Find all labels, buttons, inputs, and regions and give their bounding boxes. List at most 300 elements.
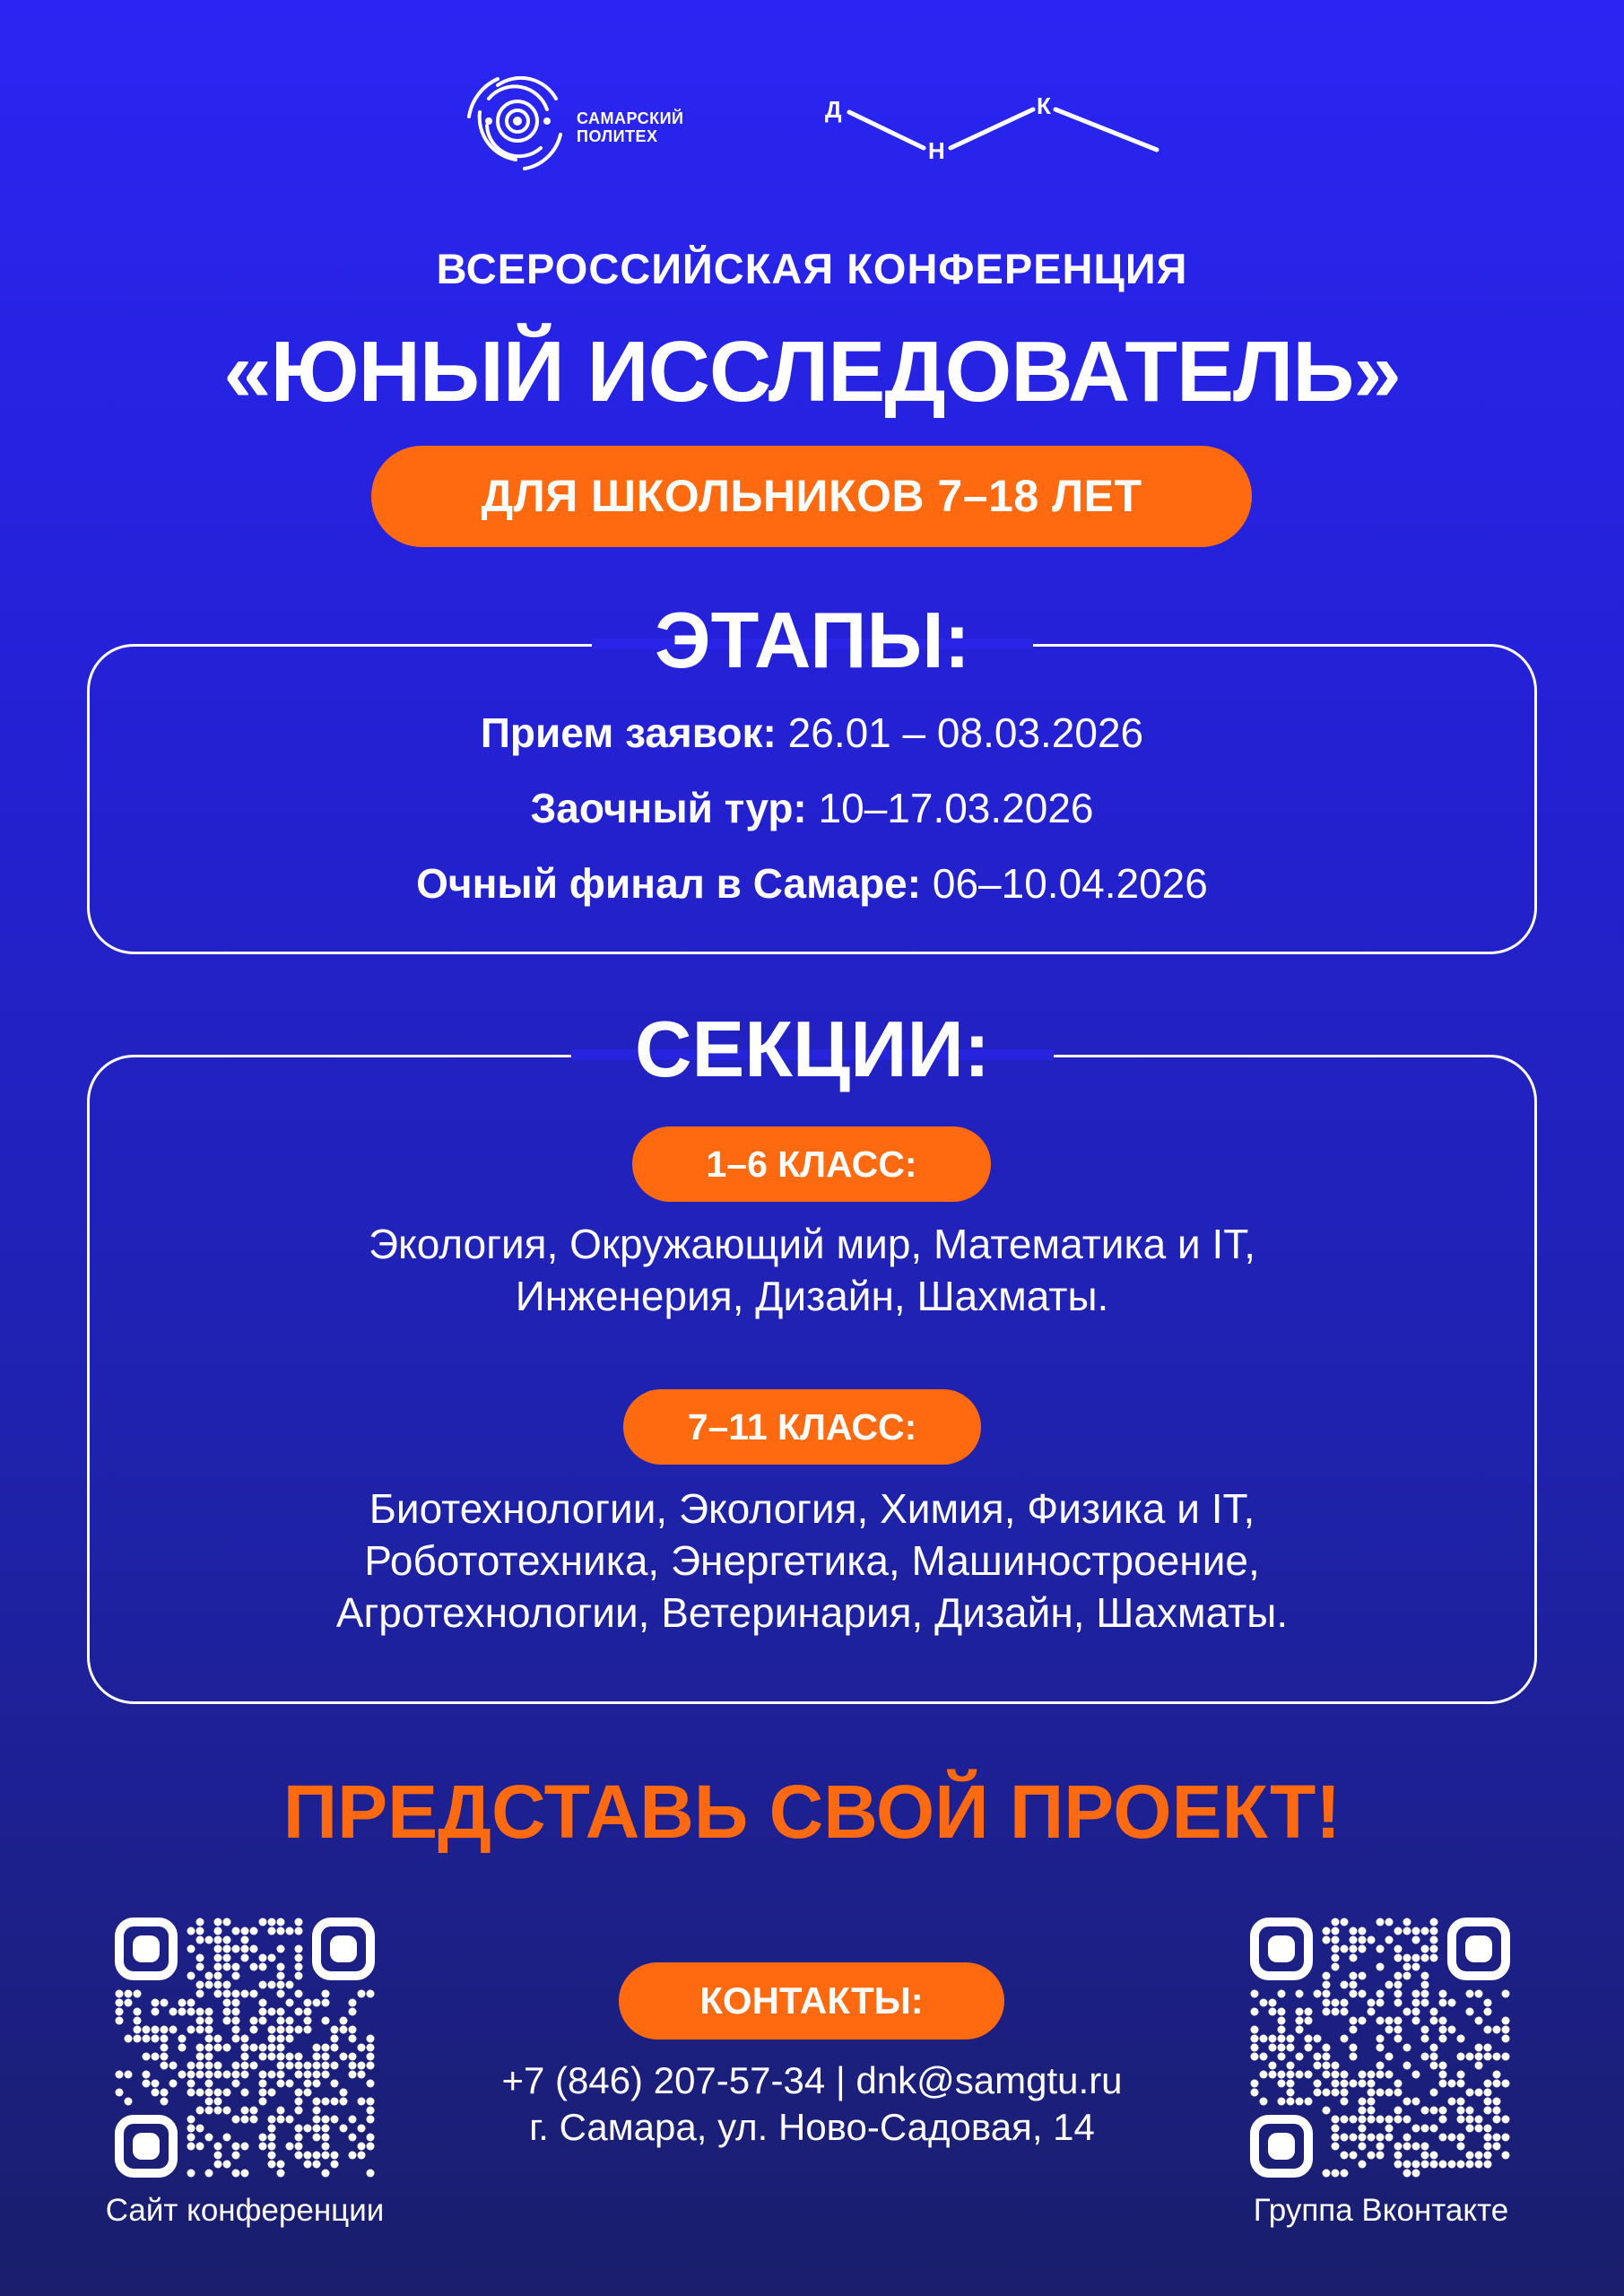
audience-badge: ДЛЯ ШКОЛЬНИКОВ 7–18 ЛЕТ xyxy=(371,446,1252,547)
qr-module xyxy=(1368,1936,1376,1944)
qr-module xyxy=(1430,2044,1438,2052)
qr-module xyxy=(1430,2017,1438,2025)
qr-module xyxy=(1278,2008,1286,2016)
qr-module xyxy=(1439,2026,1447,2034)
qr-module xyxy=(1332,1927,1340,1935)
qr-module xyxy=(1412,2008,1420,2016)
qr-module xyxy=(134,2008,142,2016)
qr-module xyxy=(277,1981,285,1989)
qr-module xyxy=(277,2017,285,2025)
qr-module xyxy=(277,2026,285,2034)
qr-module xyxy=(214,2044,222,2052)
qr-module xyxy=(277,1972,285,1980)
dnk-logo xyxy=(821,85,1179,175)
dnk-chain-icon xyxy=(821,85,1179,175)
qr-module xyxy=(304,1999,312,2007)
qr-module xyxy=(259,1918,267,1926)
qr-module xyxy=(1376,1990,1385,1998)
qr-module xyxy=(304,2152,312,2160)
qr-module xyxy=(1430,2008,1438,2016)
polytech-emblem-icon xyxy=(462,63,578,179)
qr-module xyxy=(196,2017,204,2025)
qr-module xyxy=(1332,2170,1340,2178)
qr-module xyxy=(1439,1999,1447,2007)
qr-module xyxy=(196,1936,204,1944)
qr-module xyxy=(259,1954,267,1962)
qr-module xyxy=(1323,1972,1331,1980)
qr-module xyxy=(1403,2161,1411,2169)
qr-module xyxy=(1287,2044,1295,2052)
qr-module xyxy=(1376,1918,1385,1926)
qr-module xyxy=(232,2170,240,2178)
qr-module xyxy=(286,2017,294,2025)
qr-module xyxy=(1412,1927,1420,1935)
qr-module xyxy=(205,2035,213,2043)
qr-module xyxy=(1251,1990,1259,1998)
qr-module xyxy=(1341,2008,1349,2016)
qr-module xyxy=(1260,1999,1268,2007)
qr-module xyxy=(277,2170,285,2178)
qr-module xyxy=(1421,2035,1429,2043)
qr-module xyxy=(214,1945,222,1953)
qr-module xyxy=(367,1990,375,1998)
qr-module xyxy=(1403,1927,1411,1935)
qr-module xyxy=(259,2044,267,2052)
qr-module xyxy=(250,1945,258,1953)
qr-module xyxy=(331,2044,339,2052)
qr-module xyxy=(125,1990,133,1998)
qr-module xyxy=(1466,2152,1474,2160)
qr-module xyxy=(1403,2170,1411,2178)
qr-module xyxy=(1448,1999,1456,2007)
sections-list-7-11 xyxy=(0,1483,1624,1639)
dnk-letter-d: Д xyxy=(825,96,842,123)
qr-module xyxy=(259,1981,267,1989)
qr-module xyxy=(196,2026,204,2034)
qr-module xyxy=(259,2008,267,2016)
qr-module xyxy=(1359,1990,1367,1998)
qr-module xyxy=(1448,2026,1456,2034)
qr-module xyxy=(250,1990,258,1998)
qr-module xyxy=(241,1936,249,1944)
qr-module xyxy=(1430,1945,1438,1953)
qr-module xyxy=(268,2044,276,2052)
qr-module xyxy=(1385,1981,1394,1989)
qr-module xyxy=(1350,2044,1358,2052)
qr-module xyxy=(259,1963,267,1971)
qr-module xyxy=(1412,1954,1420,1962)
qr-module xyxy=(268,1918,276,1926)
qr-module xyxy=(223,2044,231,2052)
qr-module xyxy=(196,1963,204,1971)
qr-module xyxy=(1412,2170,1420,2178)
qr-module xyxy=(295,2152,303,2160)
qr-module xyxy=(1305,2044,1313,2052)
qr-module xyxy=(196,2008,204,2016)
qr-module xyxy=(1332,1999,1340,2007)
qr-module xyxy=(268,2035,276,2043)
qr-module xyxy=(367,2035,375,2043)
qr-module xyxy=(1412,2017,1420,2025)
dnk-letter-n: Н xyxy=(928,137,945,164)
qr-module xyxy=(1296,2008,1304,2016)
qr-module xyxy=(1323,2008,1331,2016)
qr-module xyxy=(1421,2026,1429,2034)
contact-phone-email[interactable]: +7 (846) 207-57-34 | dnk@samgtu.ru xyxy=(501,2059,1123,2101)
qr-module xyxy=(277,1945,285,1953)
qr-module xyxy=(259,1999,267,2007)
qr-module xyxy=(1403,1954,1411,1962)
qr-module xyxy=(232,1990,240,1998)
qr-module xyxy=(223,1990,231,1998)
qr-module xyxy=(223,2017,231,2025)
qr-module xyxy=(1421,1972,1429,1980)
qr-module xyxy=(1323,1927,1331,1935)
qr-module xyxy=(1314,2035,1322,2043)
qr-module xyxy=(1260,2035,1268,2043)
qr-module xyxy=(1359,1945,1367,1953)
qr-module xyxy=(1493,2026,1501,2034)
qr-module xyxy=(1421,1981,1429,1989)
qr-module xyxy=(214,1927,222,1935)
qr-module xyxy=(1403,1963,1411,1971)
qr-module xyxy=(331,2152,339,2160)
qr-module xyxy=(295,1990,303,1998)
qr-module xyxy=(277,2044,285,2052)
qr-module xyxy=(313,2152,321,2160)
qr-module xyxy=(1341,1945,1349,1953)
qr-module xyxy=(295,1963,303,1971)
call-to-action: ПРЕДСТАВЬ СВОЙ ПРОЕКТ! xyxy=(282,1770,1342,1854)
qr-module xyxy=(1323,1936,1331,1944)
qr-module xyxy=(1394,1990,1403,1998)
qr-module xyxy=(1305,2035,1313,2043)
qr-module xyxy=(268,2026,276,2034)
qr-module xyxy=(1305,2008,1313,2016)
qr-module xyxy=(286,2026,294,2034)
qr-module xyxy=(1430,1918,1438,1926)
qr-module xyxy=(1466,2161,1474,2169)
qr-module xyxy=(1350,1927,1358,1935)
qr-module xyxy=(1323,1999,1331,2007)
qr-module xyxy=(1412,1963,1420,1971)
qr-module xyxy=(1421,1954,1429,1962)
qr-module xyxy=(1376,2152,1385,2160)
qr-module xyxy=(214,1936,222,1944)
qr-module xyxy=(196,1927,204,1935)
qr-module xyxy=(1412,1990,1420,1998)
qr-module xyxy=(322,1999,330,2007)
qr-module xyxy=(178,2008,187,2016)
qr-module xyxy=(295,2008,303,2016)
section-line: Агротехнологии, Ветеринария, Дизайн, Шахматы. xyxy=(335,1589,1289,1636)
qr-module xyxy=(214,2152,222,2160)
qr-module xyxy=(1394,1945,1403,1953)
qr-module xyxy=(1269,2035,1277,2043)
qr-module xyxy=(1251,2044,1259,2052)
qr-module xyxy=(1466,2008,1474,2016)
qr-module xyxy=(214,1954,222,1962)
qr-module xyxy=(1314,1990,1322,1998)
qr-module xyxy=(134,2017,142,2025)
qr-module xyxy=(1332,1936,1340,1944)
qr-module xyxy=(187,1999,195,2007)
qr-module xyxy=(1376,1963,1385,1971)
qr-module xyxy=(295,2026,303,2034)
qr-module xyxy=(1323,1981,1331,1989)
qr-module xyxy=(295,1954,303,1962)
qr-module xyxy=(1376,2017,1385,2025)
qr-module xyxy=(1359,1927,1367,1935)
qr-module xyxy=(367,2170,375,2178)
qr-module xyxy=(1421,2152,1429,2160)
qr-module xyxy=(1475,2017,1483,2025)
qr-module xyxy=(1394,2035,1403,2043)
qr-module xyxy=(232,2035,240,2043)
qr-module xyxy=(1341,1918,1349,1926)
qr-module xyxy=(322,1990,330,1998)
qr-module xyxy=(250,1963,258,1971)
qr-module xyxy=(1350,1936,1358,1944)
qr-module xyxy=(1484,1999,1492,2007)
qr-module xyxy=(1394,1972,1403,1980)
qr-module xyxy=(134,2035,142,2043)
qr-module xyxy=(331,2035,339,2043)
qr-finder-center xyxy=(1465,1935,1492,1962)
qr-module xyxy=(116,2008,124,2016)
qr-module xyxy=(340,2026,348,2034)
qr-module xyxy=(214,1918,222,1926)
qr-module xyxy=(286,1999,294,2007)
qr-module xyxy=(241,1990,249,1998)
qr-module xyxy=(232,1999,240,2007)
qr-module xyxy=(205,2026,213,2034)
qr-module xyxy=(1376,2035,1385,2043)
qr-module xyxy=(349,2035,357,2043)
qr-module xyxy=(178,1999,187,2007)
qr-module xyxy=(1278,2017,1286,2025)
qr-module xyxy=(268,1981,276,1989)
qr-module xyxy=(241,2170,249,2178)
qr-module xyxy=(1332,1954,1340,1962)
qr-module xyxy=(1376,2044,1385,2052)
qr-module xyxy=(1341,2035,1349,2043)
qr-module xyxy=(1484,2026,1492,2034)
qr-module xyxy=(125,1999,133,2007)
qr-module xyxy=(134,2026,142,2034)
qr-module xyxy=(1394,2017,1403,2025)
qr-module xyxy=(1412,2161,1420,2169)
qr-module xyxy=(349,2008,357,2016)
qr-module xyxy=(232,1963,240,1971)
qr-module xyxy=(286,1927,294,1935)
qr-module xyxy=(1350,2026,1358,2034)
qr-module xyxy=(358,1990,366,1998)
qr-module xyxy=(1350,2152,1358,2160)
qr-module xyxy=(223,1981,231,1989)
qr-module xyxy=(1359,1972,1367,1980)
qr-module xyxy=(322,2017,330,2025)
qr-module xyxy=(340,2017,348,2025)
qr-module xyxy=(223,2161,231,2169)
qr-module xyxy=(1430,2152,1438,2160)
qr-module xyxy=(1332,1918,1340,1926)
qr-module xyxy=(1403,2044,1411,2052)
qr-module xyxy=(1421,2161,1429,2169)
qr-module xyxy=(1251,2026,1259,2034)
qr-module xyxy=(214,2035,222,2043)
sections-list-1-6 xyxy=(0,1218,1624,1322)
qr-module xyxy=(313,2161,321,2169)
section-line: Инженерия, Дизайн, Шахматы. xyxy=(515,1273,1109,1319)
qr-module xyxy=(250,2017,258,2025)
qr-module xyxy=(232,1972,240,1980)
qr-module xyxy=(322,2044,330,2052)
qr-module xyxy=(286,2035,294,2043)
qr-module xyxy=(205,2017,213,2025)
qr-module xyxy=(241,2044,249,2052)
qr-module xyxy=(241,1945,249,1953)
qr-module xyxy=(214,1981,222,1989)
qr-module xyxy=(1502,1990,1510,1998)
stage-value: 10–17.03.2026 xyxy=(818,785,1094,831)
qr-module xyxy=(268,2008,276,2016)
stage-value: 26.01 – 08.03.2026 xyxy=(787,709,1144,756)
qr-module xyxy=(232,2008,240,2016)
qr-module xyxy=(1412,1999,1420,2007)
qr-module xyxy=(223,1954,231,1962)
qr-module xyxy=(1296,2017,1304,2025)
qr-module xyxy=(277,1990,285,1998)
qr-module xyxy=(295,1918,303,1926)
qr-module xyxy=(1439,2035,1447,2043)
qr-module xyxy=(1341,1981,1349,1989)
qr-module xyxy=(331,2026,339,2034)
qr-module xyxy=(277,1927,285,1935)
qr-module xyxy=(223,1945,231,1953)
section-line: Экология, Окружающий мир, Математика и IT, xyxy=(368,1221,1256,1267)
contacts-badge: КОНТАКТЫ: xyxy=(619,1962,1004,2039)
qr-finder-center xyxy=(133,1935,160,1962)
qr-module xyxy=(1359,1936,1367,1944)
qr-module xyxy=(1368,2008,1376,2016)
qr-module xyxy=(1269,2044,1277,2052)
qr-caption-vk: Группа Вконтакте xyxy=(1253,2193,1509,2228)
qr-module xyxy=(152,2008,160,2016)
qr-module xyxy=(1350,1972,1358,1980)
qr-finder-center xyxy=(330,1935,357,1962)
qr-module xyxy=(295,1972,303,1980)
qr-module xyxy=(214,1963,222,1971)
sections-heading: СЕКЦИИ: xyxy=(634,1004,991,1093)
qr-module xyxy=(187,1945,195,1953)
qr-module xyxy=(1350,1990,1358,1998)
qr-module xyxy=(1448,2161,1456,2169)
qr-module xyxy=(1430,2161,1438,2169)
qr-module xyxy=(161,2044,169,2052)
qr-module xyxy=(223,1999,231,2007)
qr-module xyxy=(1323,2170,1331,2178)
qr-module xyxy=(1359,2161,1367,2169)
qr-module xyxy=(161,2035,169,2043)
qr-module xyxy=(232,1945,240,1953)
qr-module xyxy=(367,2044,375,2052)
grade-badge-1-6: 1–6 КЛАСС: xyxy=(632,1126,991,1202)
qr-module xyxy=(187,1927,195,1935)
qr-module xyxy=(214,1990,222,1998)
qr-module xyxy=(313,2044,321,2052)
qr-module xyxy=(1269,2008,1277,2016)
qr-module xyxy=(277,2035,285,2043)
qr-module xyxy=(268,1927,276,1935)
qr-module xyxy=(268,2161,276,2169)
section-line: Робототехника, Энергетика, Машиностроение, xyxy=(364,1537,1260,1584)
qr-module xyxy=(1484,2152,1492,2160)
qr-module xyxy=(1305,2017,1313,2025)
section-line: Биотехнологии, Экология, Химия, Физика и IT, xyxy=(369,1485,1255,1532)
qr-module xyxy=(1475,2161,1483,2169)
qr-module xyxy=(196,1954,204,1962)
qr-module xyxy=(1403,1972,1411,1980)
stage-label: Заочный тур: xyxy=(530,785,807,831)
qr-module xyxy=(1439,1990,1447,1998)
polytech-line2: ПОЛИТЕХ xyxy=(577,127,658,145)
qr-module xyxy=(116,2017,124,2025)
qr-module xyxy=(277,2161,285,2169)
qr-module xyxy=(1287,2035,1295,2043)
qr-module xyxy=(313,1999,321,2007)
qr-module xyxy=(349,2026,357,2034)
qr-module xyxy=(1394,2161,1403,2169)
qr-module xyxy=(1323,1990,1331,1998)
qr-module xyxy=(295,1945,303,1953)
qr-module xyxy=(214,1972,222,1980)
qr-module xyxy=(358,2044,366,2052)
qr-module xyxy=(1430,1936,1438,1944)
polytech-line1: САМАРСКИЙ xyxy=(577,109,684,127)
qr-module xyxy=(232,2026,240,2034)
qr-module xyxy=(1484,2008,1492,2016)
qr-module xyxy=(349,2152,357,2160)
qr-module xyxy=(143,2026,151,2034)
qr-module xyxy=(116,1990,124,1998)
qr-module xyxy=(152,1999,160,2007)
qr-module xyxy=(187,2170,195,2178)
qr-module xyxy=(304,2026,312,2034)
polytech-logo-text xyxy=(577,109,683,145)
qr-module xyxy=(1475,1990,1483,1998)
qr-module xyxy=(1502,2035,1510,2043)
qr-module xyxy=(322,2170,330,2178)
qr-module xyxy=(223,1963,231,1971)
qr-module xyxy=(1251,2008,1259,2016)
qr-module xyxy=(304,2161,312,2169)
qr-module xyxy=(187,2008,195,2016)
qr-module xyxy=(295,1927,303,1935)
qr-module xyxy=(1484,2044,1492,2052)
qr-module xyxy=(1278,2044,1286,2052)
qr-module xyxy=(143,2035,151,2043)
qr-module xyxy=(1502,2017,1510,2025)
qr-module xyxy=(250,1927,258,1935)
qr-module xyxy=(205,1981,213,1989)
stage-row-remote xyxy=(0,784,1624,832)
grade-badge-7-11: 7–11 КЛАСС: xyxy=(623,1389,981,1465)
qr-module xyxy=(1332,1963,1340,1971)
qr-module xyxy=(1385,2017,1394,2025)
qr-module xyxy=(232,1927,240,1935)
qr-module xyxy=(205,1936,213,1944)
